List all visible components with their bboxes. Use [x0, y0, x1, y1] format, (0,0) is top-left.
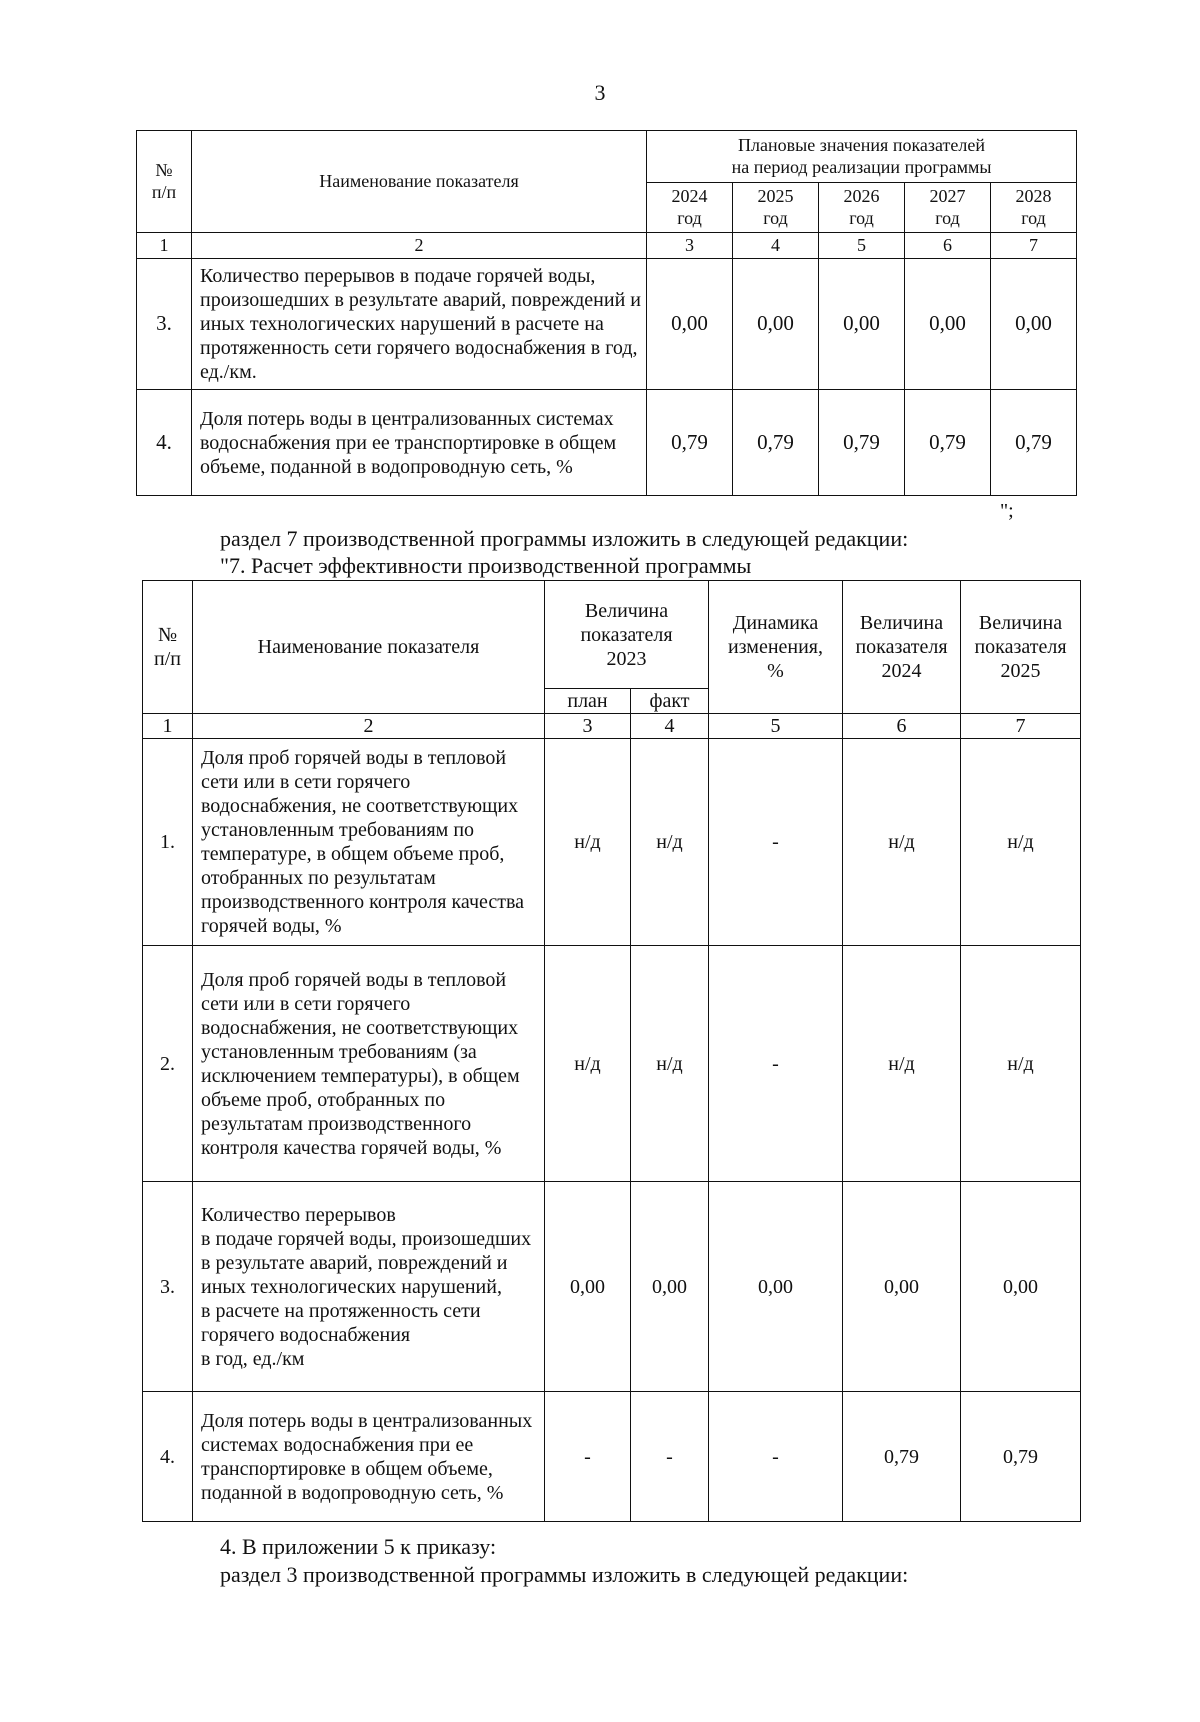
row-value: 0,00	[545, 1182, 631, 1392]
row-value: 0,00	[843, 1182, 961, 1392]
table-row	[143, 946, 1081, 1182]
header-year: 2025 год	[733, 183, 819, 233]
col-number: 1	[137, 233, 192, 259]
row-value: 0,79	[905, 390, 991, 496]
header-name: Наименование показателя	[192, 131, 647, 233]
col-number: 3	[647, 233, 733, 259]
row-value: н/д	[631, 739, 709, 946]
header-year: 2027 год	[905, 183, 991, 233]
col-number: 7	[961, 714, 1081, 739]
header-num: № п/п	[143, 581, 193, 714]
row-value: -	[709, 946, 843, 1182]
row-value: 0,00	[905, 259, 991, 390]
col-number: 2	[193, 714, 545, 739]
row-value: -	[631, 1392, 709, 1522]
section-title: "7. Расчет эффективности производственной программы	[220, 553, 752, 578]
col-number: 5	[819, 233, 905, 259]
row-value: 0,00	[733, 259, 819, 390]
col-number: 6	[843, 714, 961, 739]
row-value: 0,79	[843, 1392, 961, 1522]
row-value: 0,00	[819, 259, 905, 390]
header-value-2025: Величина показателя 2025	[961, 581, 1081, 714]
row-name: Количество перерывов в подаче горячей воды, произошедших в результате аварий, повреждений и иных технологических нарушений в расчете на протяженность сети горячего водоснабжения в год, ед./км.	[192, 259, 647, 390]
row-value: 0,79	[733, 390, 819, 496]
col-number: 1	[143, 714, 193, 739]
row-num: 2.	[143, 946, 193, 1182]
row-num: 4.	[137, 390, 192, 496]
header-value-2023: Величина показателя 2023	[545, 581, 709, 689]
row-value: 0,79	[961, 1392, 1081, 1522]
col-number: 4	[733, 233, 819, 259]
col-number: 6	[905, 233, 991, 259]
header-num: № п/п	[137, 131, 192, 233]
table-row	[137, 259, 1077, 390]
row-value: 0,79	[647, 390, 733, 496]
col-number: 2	[192, 233, 647, 259]
header-dynamics: Динамика изменения, %	[709, 581, 843, 714]
closing-quote-mark: ";	[1000, 500, 1014, 522]
efficiency-table	[142, 580, 1081, 1522]
row-value: н/д	[961, 946, 1081, 1182]
row-value: н/д	[545, 739, 631, 946]
col-number: 5	[709, 714, 843, 739]
row-name: Доля проб горячей воды в тепловой сети или в сети горячего водоснабжения, не соответствующих установленным требованиям (за исключением температуры), в общем объеме проб, отобранных по результатам производственного контроля качества горячей воды, %	[193, 946, 545, 1182]
paragraph-section7-intro: раздел 7 производственной программы изложить в следующей редакции:	[220, 526, 909, 551]
header-plan: план	[545, 689, 631, 714]
row-value: н/д	[843, 946, 961, 1182]
row-num: 3.	[143, 1182, 193, 1392]
row-value: -	[545, 1392, 631, 1522]
row-value: 0,00	[647, 259, 733, 390]
row-value: 0,00	[991, 259, 1077, 390]
table-row	[143, 739, 1081, 946]
planned-indicators-table	[136, 130, 1077, 496]
header-year: 2026 год	[819, 183, 905, 233]
row-value: 0,00	[709, 1182, 843, 1392]
paragraph-appendix5: 4. В приложении 5 к приказу:	[220, 1534, 497, 1559]
table-row	[143, 1392, 1081, 1522]
row-value: -	[709, 739, 843, 946]
row-value: 0,79	[991, 390, 1077, 496]
header-value-2024: Величина показателя 2024	[843, 581, 961, 714]
row-name: Количество перерывов в подаче горячей воды, произошедших в результате аварий, повреждений и иных технологических нарушений, в расчете на протяженность сети горячего водоснабжения в год, ед./км	[193, 1182, 545, 1392]
table-row	[143, 1182, 1081, 1392]
header-year: 2024 год	[647, 183, 733, 233]
row-value: н/д	[631, 946, 709, 1182]
row-name: Доля потерь воды в централизованных системах водоснабжения при ее транспортировке в общем объеме, поданной в водопроводную сеть, %	[192, 390, 647, 496]
row-num: 3.	[137, 259, 192, 390]
table-row	[137, 390, 1077, 496]
row-num: 4.	[143, 1392, 193, 1522]
header-plan-title: Плановые значения показателей на период реализации программы	[647, 131, 1077, 183]
col-number: 4	[631, 714, 709, 739]
paragraph-section3-intro: раздел 3 производственной программы изложить в следующей редакции:	[220, 1562, 909, 1587]
col-number: 7	[991, 233, 1077, 259]
row-value: 0,00	[631, 1182, 709, 1392]
row-num: 1.	[143, 739, 193, 946]
row-name: Доля проб горячей воды в тепловой сети или в сети горячего водоснабжения, не соответствующих установленным требованиям по температуре, в общем объеме проб, отобранных по результатам производственного контроля качества горячей воды, %	[193, 739, 545, 946]
row-name: Доля потерь воды в централизованных системах водоснабжения при ее транспортировке в общем объеме, поданной в водопроводную сеть, %	[193, 1392, 545, 1522]
row-value: 0,00	[961, 1182, 1081, 1392]
row-value: н/д	[843, 739, 961, 946]
header-name: Наименование показателя	[193, 581, 545, 714]
header-year: 2028 год	[991, 183, 1077, 233]
row-value: 0,79	[819, 390, 905, 496]
row-value: н/д	[545, 946, 631, 1182]
col-number: 3	[545, 714, 631, 739]
row-value: н/д	[961, 739, 1081, 946]
page-number: 3	[594, 80, 606, 105]
row-value: -	[709, 1392, 843, 1522]
header-fact: факт	[631, 689, 709, 714]
